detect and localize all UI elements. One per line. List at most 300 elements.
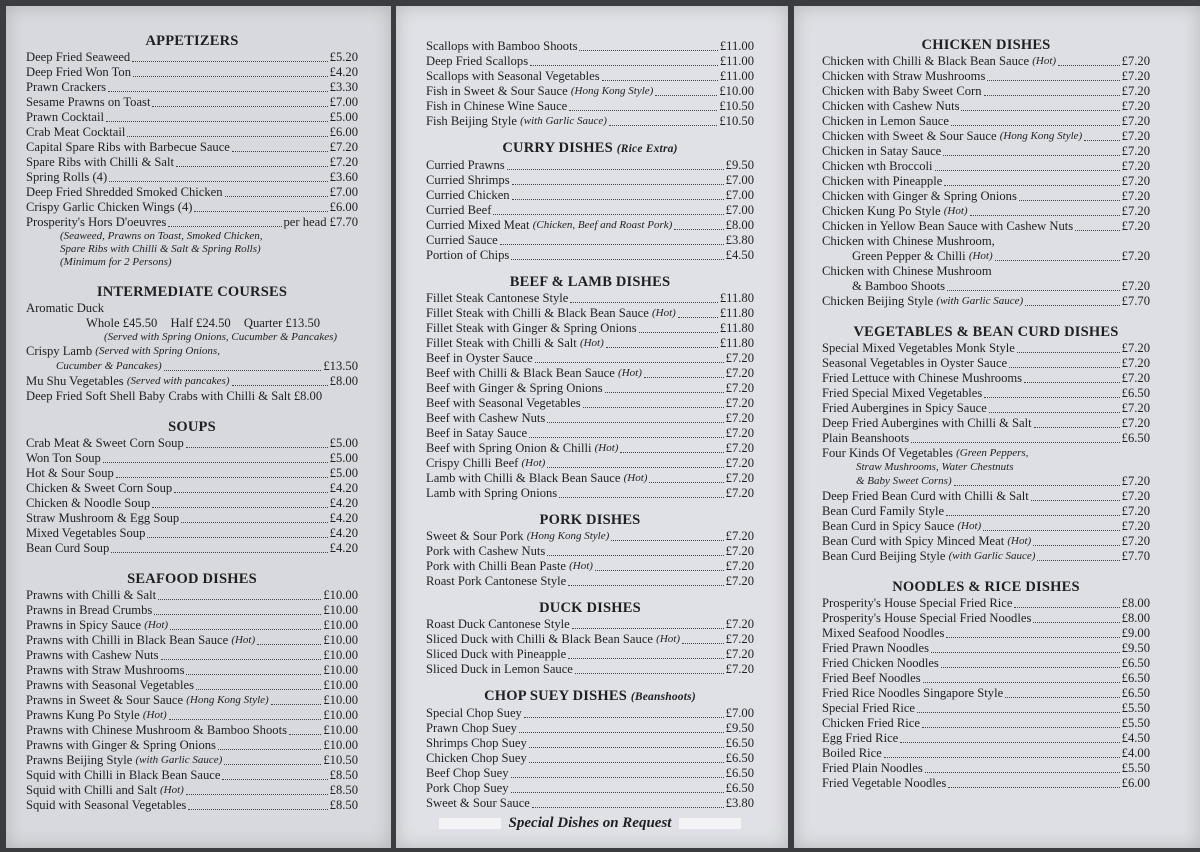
menu-item [426,54,754,69]
four-kinds-note: Straw Mushrooms, Water Chestnuts [856,461,1014,473]
item-name: Beef in Oyster Sauce [426,351,533,365]
item-name: Prawns in Spicy Sauce [26,618,142,632]
menu-item [822,401,1150,416]
curry-title-note: (Rice Extra) [616,143,678,155]
item-name: Fillet Steak with Ginger & Spring Onions [426,321,637,335]
menu-item [426,69,754,84]
item-name: Chicken with Ginger & Spring Onions [822,189,1017,203]
menu-item [26,738,358,753]
item-name: Chicken Kung Po Style [822,204,941,218]
item-price: £5.50 [1121,701,1150,715]
item-price: £7.20 [725,366,754,380]
item-note: (Hot) [968,250,993,262]
item-price: £8.00 [1121,611,1150,625]
menu-item [426,426,754,441]
item-price: £5.50 [1121,716,1150,730]
menu-item [426,411,754,426]
menu-item [426,766,754,781]
menu-item [426,559,754,574]
menu-item [426,736,754,751]
item-price: £11.00 [719,54,754,68]
menu-item [426,84,754,99]
item-price: £9.00 [1121,626,1150,640]
item-name: Curried Beef [426,203,492,217]
item-price: £6.50 [725,781,754,795]
chopsuey-title-note: (Beanshoots) [630,691,696,703]
item-price: £4.20 [329,511,358,525]
item-price: £7.20 [1121,159,1150,173]
item-price: £7.20 [725,441,754,455]
duck-title: DUCK DISHES [539,600,641,616]
menu-item [426,381,754,396]
item-price: £7.20 [1121,84,1150,98]
menu-item [822,474,1150,489]
item-name: Pork with Chilli Bean Paste [426,559,566,573]
item-price: £7.20 [1121,519,1150,533]
item-price: £10.00 [323,633,358,647]
item-price: £7.20 [725,647,754,661]
item-note: (with Garlic Sauce) [936,295,1024,307]
item-price: £9.50 [725,721,754,735]
item-price: £7.20 [1121,249,1150,263]
menu-item [426,233,754,248]
item-price: £7.20 [1121,114,1150,128]
menu-item [426,203,754,218]
item-name: Sliced Duck in Lemon Sauce [426,662,573,676]
intermediate-title: INTERMEDIATE COURSES [96,284,288,300]
item-note: (Hot) [144,619,169,631]
menu-item [426,366,754,381]
item-name: Fried Lettuce with Chinese Mushrooms [822,371,1023,385]
item-price: £6.00 [329,200,358,214]
menu-item [26,541,358,556]
menu-item [822,686,1150,701]
menu-item [426,306,754,321]
menu-item [26,451,358,466]
item-price: £11.00 [719,69,754,83]
item-name: Sliced Duck with Chilli & Black Bean Sauce [426,632,653,646]
item-price: £7.20 [1121,489,1150,503]
item-note: (Hot) [943,205,968,217]
item-price: £13.50 [323,359,358,373]
item-name: Prawns with Chilli in Black Bean Sauce [26,633,229,647]
item-name: Curried Prawns [426,158,505,172]
menu-item [426,632,754,647]
item-name: Beef Chop Suey [426,766,509,780]
menu-item [822,519,1150,534]
item-price: £7.20 [725,411,754,425]
menu-item [426,781,754,796]
menu-item [426,336,754,351]
item-price: £7.20 [1121,534,1150,548]
item-price: £7.20 [725,426,754,440]
item-name: Chicken with Cashew Nuts [822,99,960,113]
item-note: (with Garlic Sauce) [135,754,223,766]
beef-title: BEEF & LAMB DISHES [509,274,671,290]
item-name: Beef with Chilli & Black Bean Sauce [426,366,615,380]
menu-item [426,662,754,677]
menu-item [26,359,358,374]
menu-item [822,626,1150,641]
item-name: Prawn Crackers [26,80,107,94]
item-price: £3.80 [725,233,754,247]
item-name: Prawns in Bread Crumbs [26,603,153,617]
item-price: £6.00 [329,125,358,139]
item-price: £3.30 [329,80,358,94]
menu-item [426,321,754,336]
menu-item [26,65,358,80]
item-price: £5.50 [1121,761,1150,775]
item-note: (Hong Kong Style) [526,530,610,542]
item-name: Beef with Ginger & Spring Onions [426,381,603,395]
menu-item [822,656,1150,671]
item-price: £8.00 [1121,596,1150,610]
item-price: £4.20 [329,481,358,495]
item-note: (Hot) [594,442,619,454]
duck-whole: Whole £45.50 [86,316,158,330]
menu-item [822,431,1150,446]
menu-panel-middle [396,6,788,848]
menu-item [26,481,358,496]
menu-item [26,708,358,723]
pork-list [426,529,754,589]
menu-item [26,344,358,359]
item-note: (Hot) [957,520,982,532]
chopsuey-list [426,706,754,811]
item-name: Prosperity's House Special Fried Noodles [822,611,1032,625]
item-name: Mixed Seafood Noodles [822,626,945,640]
menu-item [26,110,358,125]
item-name: Fish in Sweet & Sour Sauce [426,84,568,98]
item-price: £7.20 [1121,416,1150,430]
menu-item [426,456,754,471]
menu-item [822,69,1150,84]
item-price: £7.20 [725,632,754,646]
menu-item [822,294,1150,309]
item-name: Crispy Garlic Chicken Wings (4) [26,200,193,214]
item-name: Sweet & Sour Sauce [426,796,530,810]
item-name: Plain Beanshoots [822,431,910,445]
menu-item [426,396,754,411]
menu-item [426,471,754,486]
menu-item [426,617,754,632]
item-price: £7.20 [1121,69,1150,83]
menu-item [822,356,1150,371]
item-note: (Hot) [521,457,546,469]
item-price: £7.20 [1121,219,1150,233]
item-price: £6.50 [725,766,754,780]
item-name: Chicken with Sweet & Sour Sauce [822,129,997,143]
item-price: £7.20 [725,381,754,395]
chicken-mushroom-line: Chicken with Chinese Mushroom, [822,234,995,248]
menu-item [26,723,358,738]
item-name: Squid with Chilli in Black Bean Sauce [26,768,221,782]
item-name: Prosperity's Hors D'oeuvres [26,215,167,229]
item-price: £7.00 [725,188,754,202]
item-note: (Hot) [1007,535,1032,547]
menu-item [26,588,358,603]
item-name: Fillet Steak with Chilli & Salt [426,336,577,350]
chopsuey-title [426,687,754,706]
menu-item [822,746,1150,761]
item-price: £7.20 [725,574,754,588]
menu-item [26,693,358,708]
item-name: Hot & Sour Soup [26,466,114,480]
noodles-title: NOODLES & RICE DISHES [892,579,1080,595]
item-name: Egg Fried Rice [822,731,899,745]
item-price: £9.50 [1121,641,1150,655]
menu-item [822,144,1150,159]
item-name: Chicken & Sweet Corn Soup [26,481,173,495]
menu-item [26,170,358,185]
item-name: Bean Curd with Spicy Minced Meat [822,534,1005,548]
item-note: (Hot) [569,560,593,572]
item-price: £7.20 [329,140,358,154]
noodles-list [822,596,1150,791]
chicken-bamboo-line: Chicken with Chinese Mushroom [822,264,992,278]
menu-item [426,721,754,736]
duck-list [426,617,754,677]
menu-item [26,663,358,678]
item-price: £11.80 [719,306,754,320]
item-price: £11.80 [719,336,754,350]
menu-item [426,441,754,456]
item-price: £6.50 [725,736,754,750]
menu-item [26,125,358,140]
item-name: Sesame Prawns on Toast [26,95,151,109]
item-price: £7.70 [1121,294,1150,308]
item-note: (Hot) [656,633,680,645]
item-name: Chicken in Yellow Bean Sauce with Cashew Nuts [822,219,1074,233]
menu-item [26,200,358,215]
item-name: Beef with Spring Onion & Chilli [426,441,592,455]
hors-note: (Seaweed, Prawns on Toast, Smoked Chicken, [60,230,263,242]
item-name: Fried Chicken Noodles [822,656,939,670]
seafood-list [26,588,358,813]
item-name: Prawns Kung Po Style [26,708,140,722]
menu-panel-right [794,6,1200,848]
item-price: £6.50 [1121,386,1150,400]
item-price: £5.00 [329,110,358,124]
menu-item [426,351,754,366]
item-name: Crab Meat Cocktail [26,125,126,139]
menu-item [426,544,754,559]
item-price: £8.50 [329,768,358,782]
item-price: per head £7.70 [283,215,358,229]
menu-item [426,218,754,233]
menu-item [822,716,1150,731]
item-price: £10.50 [719,99,754,113]
item-price: £11.00 [719,39,754,53]
appetizers-title: APPETIZERS [145,33,239,49]
item-price: £10.00 [323,588,358,602]
menu-item [426,796,754,811]
menu-item [26,80,358,95]
item-name: Curried Sauce [426,233,498,247]
item-name: Boiled Rice [822,746,882,760]
appetizers-list [26,50,358,230]
item-price: £10.00 [323,708,358,722]
item-price: £7.20 [1121,341,1150,355]
menu-item [26,768,358,783]
menu-item [822,189,1150,204]
item-name: Deep Fried Aubergines with Chilli & Salt [822,416,1032,430]
item-price: £4.50 [1121,731,1150,745]
menu-item [26,466,358,481]
item-name: Prawns with Chinese Mushroom & Bamboo Shoots [26,723,287,737]
item-name: Four Kinds Of Vegetables [822,446,953,460]
item-price: £10.00 [323,603,358,617]
item-price: £7.00 [329,185,358,199]
menu-item [26,603,358,618]
menu-item [26,633,358,648]
item-note: & Baby Sweet Corns) [856,475,952,487]
item-price: £7.20 [329,155,358,169]
item-price: £10.00 [323,723,358,737]
menu-item [822,371,1150,386]
beef-list [426,291,754,501]
item-name: Fillet Steak Cantonese Style [426,291,569,305]
menu-item [822,99,1150,114]
menu-item [822,386,1150,401]
item-price: £7.20 [1121,474,1150,488]
item-name: Crab Meat & Sweet Corn Soup [26,436,184,450]
item-name: Curried Chicken [426,188,510,202]
item-name: Roast Duck Cantonese Style [426,617,570,631]
item-name: Squid with Seasonal Vegetables [26,798,187,812]
item-price: £6.50 [1121,656,1150,670]
menu-item [26,648,358,663]
item-note: (with Garlic Sauce) [948,550,1036,562]
menu-item [822,611,1150,626]
item-price: £10.00 [323,648,358,662]
item-price: £7.20 [725,529,754,543]
item-name: Chicken with Chilli & Black Bean Sauce [822,54,1030,68]
menu-item [822,504,1150,519]
item-price: £7.20 [1121,144,1150,158]
item-price: £7.20 [1121,401,1150,415]
pork-title: PORK DISHES [539,512,641,528]
item-price: £8.50 [329,783,358,797]
item-name: Prawns with Cashew Nuts [26,648,159,662]
item-price: £9.50 [725,158,754,172]
item-price: £7.20 [725,456,754,470]
menu-item [26,140,358,155]
menu-item [26,496,358,511]
item-note: (Hot) [623,472,648,484]
menu-item [426,529,754,544]
item-note: (Hot) [160,784,184,796]
item-price: £7.20 [725,559,754,573]
item-name: Beef with Seasonal Vegetables [426,396,581,410]
menu-item [822,489,1150,504]
item-name: Won Ton Soup [26,451,101,465]
item-price: £4.20 [329,526,358,540]
item-price: £7.20 [725,486,754,500]
item-name: Lamb with Chilli & Black Bean Sauce [426,471,621,485]
menu-item [822,596,1150,611]
menu-item [426,99,754,114]
item-name: Green Pepper & Chilli [852,249,966,263]
menu-item [822,54,1150,69]
soups-list [26,436,358,556]
item-name: Deep Fried Soft Shell Baby Crabs with Chilli & Salt [26,389,291,403]
menu-item [426,114,754,129]
menu-item [822,204,1150,219]
menu-item [822,549,1150,564]
item-name: Spring Rolls (4) [26,170,108,184]
menu-item [426,647,754,662]
menu-item [822,159,1150,174]
item-price: £8.50 [329,798,358,812]
decor-bar [679,818,741,829]
item-name: Portion of Chips [426,248,510,262]
item-note: (Hot) [579,337,604,349]
item-price: £8.00 [329,374,358,388]
duck-half: Half £24.50 [170,316,231,330]
item-price: £7.20 [1121,174,1150,188]
menu-item [822,761,1150,776]
menu-item [822,114,1150,129]
item-name: Prawns with Seasonal Vegetables [26,678,195,692]
item-note: (Hot) [1032,55,1057,67]
item-price: £7.00 [725,173,754,187]
menu-item [26,389,358,404]
menu-item [822,671,1150,686]
item-name: Prawns with Ginger & Spring Onions [26,738,216,752]
menu-panel-left [6,6,391,848]
seafood-cont-list [426,39,754,129]
item-price: £4.20 [329,496,358,510]
chicken-list [822,54,1150,234]
special-request-text: Special Dishes on Request [508,815,672,831]
item-name: Beef with Cashew Nuts [426,411,546,425]
item-name: Chicken in Lemon Sauce [822,114,949,128]
item-price: £6.00 [1121,776,1150,790]
menu-item [822,279,1150,294]
item-name: Deep Fried Won Ton [26,65,132,79]
item-name: Chicken Beijing Style [822,294,934,308]
item-name: Sliced Duck with Pineapple [426,647,567,661]
item-price: £7.00 [725,203,754,217]
menu-item [26,678,358,693]
item-name: Mixed Vegetables Soup [26,526,146,540]
curry-title-text: CURRY DISHES [502,140,613,156]
menu-item [822,776,1150,791]
item-price: £8.00 [725,218,754,232]
item-price: £10.00 [323,618,358,632]
menu-item [426,158,754,173]
item-name: Prawns Beijing Style [26,753,133,767]
menu-item [26,618,358,633]
item-price: £6.50 [1121,686,1150,700]
item-name: Seasonal Vegetables in Oyster Sauce [822,356,1008,370]
item-price: £7.20 [725,396,754,410]
item-price: £10.00 [323,663,358,677]
item-name: Bean Curd in Spicy Sauce [822,519,955,533]
menu-item [822,641,1150,656]
item-name: Fried Rice Noodles Singapore Style [822,686,1004,700]
item-price: £7.20 [1121,54,1150,68]
item-name: Deep Fried Bean Curd with Chilli & Salt [822,489,1029,503]
aromatic-duck-sizes [26,316,358,331]
item-price: £7.20 [725,351,754,365]
item-name: Prosperity's House Special Fried Rice [822,596,1013,610]
item-name: Prawn Chop Suey [426,721,517,735]
item-name: Prawns with Chilli & Salt [26,588,157,602]
item-price: £7.20 [725,544,754,558]
item-note: (Green Peppers, [956,447,1029,459]
